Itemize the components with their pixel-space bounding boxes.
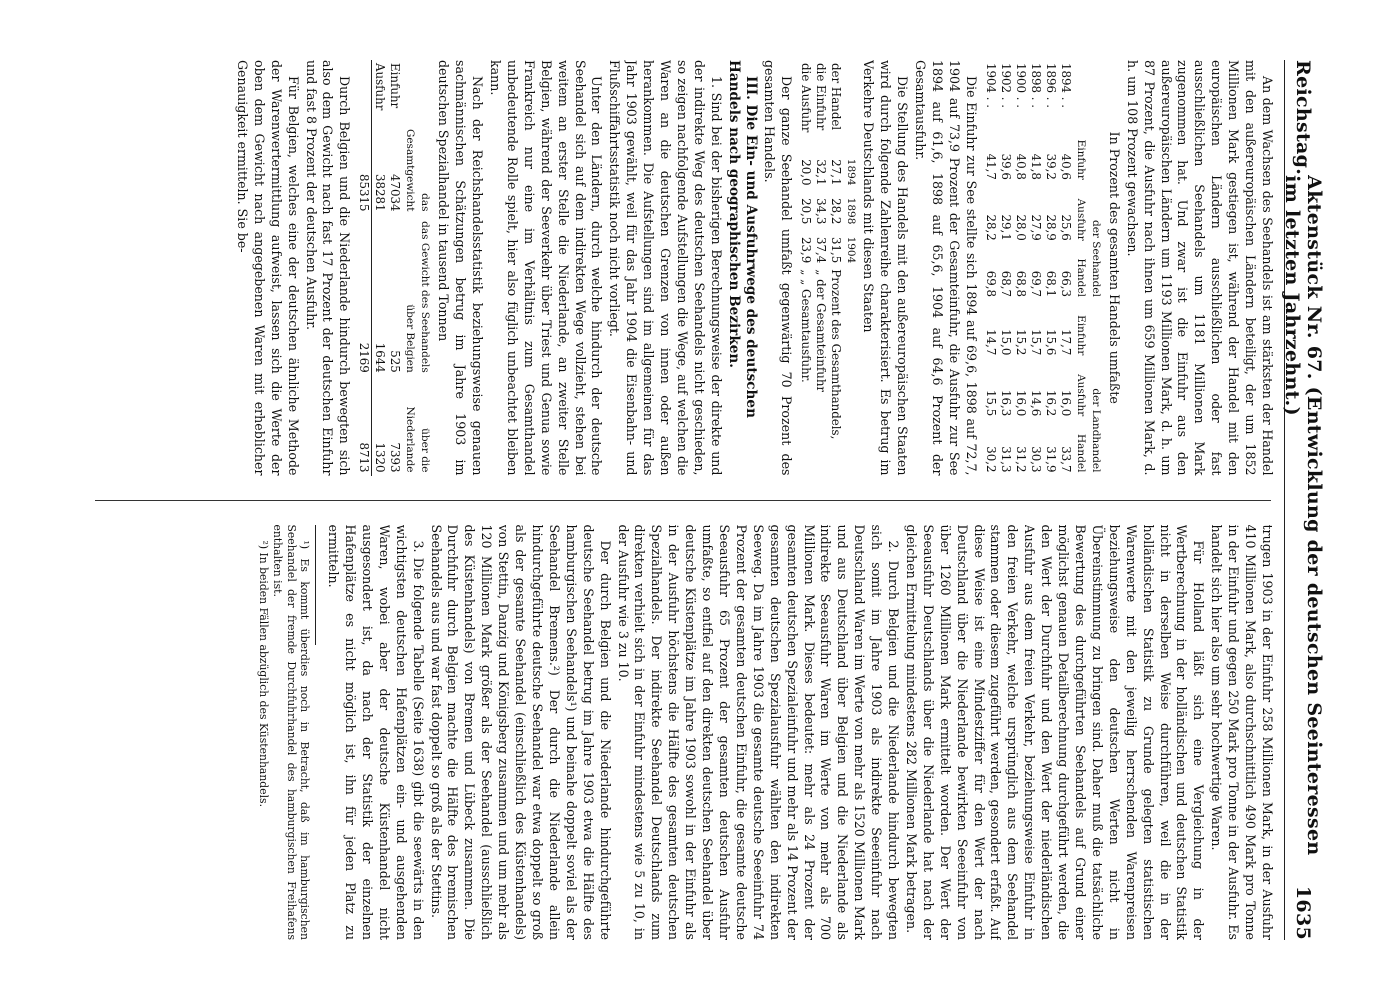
table-cell: 525 [388, 350, 403, 373]
column-header: Einfuhr [1074, 139, 1087, 180]
table-cell: 68,8 [1013, 270, 1028, 297]
table-cell: 7393 [388, 442, 403, 473]
table-row [1043, 60, 1058, 476]
table-cell: 85315 [356, 113, 372, 214]
row-label: Ausfuhr [373, 63, 388, 111]
table-cell: 30,3 [1028, 446, 1043, 473]
table-cell: 15,6 [1043, 329, 1058, 356]
table-cell: 41,7 [983, 153, 998, 180]
table-cell: 41,8 [1028, 153, 1043, 180]
footnote-rule [315, 525, 316, 645]
table-cell: 1320 [373, 442, 388, 473]
table-row [983, 60, 998, 476]
row-label: 1900 . . [1013, 63, 1028, 109]
column-header: das Gesamtgewicht [404, 128, 432, 212]
table-cell: 31,3 [998, 446, 1013, 473]
row-label: 1896 . . [1043, 63, 1058, 109]
column-header: über die Niederlande [404, 406, 432, 473]
paragraph: 3. Die folgende Tabelle (Seite 1638) gibt die seewärts in den wichtigsten deutschen Hafenplätzen ein- und ausgehenden Waren, wobei aber der deutsche Küstenhandel nicht ausgesondert ist, da nach der Statistik der einzelnen Hafenplätze es nicht möglich ist, ihn für jeden Platz zu ermitteln. [326, 524, 426, 940]
table-cell: 1644 [373, 342, 388, 373]
table-cell: 31,5 [828, 237, 843, 264]
table-cell: 28,2 [828, 198, 843, 225]
table-cell: 28,0 [1013, 214, 1028, 241]
table-cell: 25,6 [1058, 214, 1073, 241]
table-cell: 16,3 [998, 389, 1013, 417]
text-columns [95, 60, 1275, 940]
tonnage-table [356, 60, 432, 476]
table-cell: 32,1 [813, 159, 828, 186]
row-note: „ „ Gesamtausfuhr. [798, 269, 813, 383]
table-cell: 68,7 [998, 270, 1013, 297]
overseas-table [798, 60, 858, 476]
page-number: 1635 [1292, 885, 1314, 940]
header-title: Aktenstück Nr. 67. (Entwicklung der deutschen Seeinteressen im letzten Jahrzehnt.) [1281, 175, 1325, 856]
table-cell: 38281 [373, 174, 388, 212]
paragraph: Unter den Ländern, durch welche hindurch der deutsche Seehandel sich auf dem indirekten Wege vollzieht, stehen bei weitem an erster Stelle die Niederlande, an zweiter Stelle Belgien, während der Seeverkehr über Triest und Genua sowie Frankreich nur eine im Verhältnis zum Gesamthandel unbedeutende Rolle spielt, hier also füglich unbeachtet bleiben kann. [488, 60, 605, 476]
row-label: die Einfuhr [813, 63, 828, 131]
paragraph: Für Holland läßt sich eine Vergleichung in der Wertberechnung in der holländischen und deutschen Statistik nicht in derselben Weise durchführen, weil die in der holländischen Statistik zu Grunde gelegten statistischen Warenwerte mit den jeweilig herrschenden Warenpreisen beziehungsweise den deutschen Werten nicht in Übereinstimmung zu bringen sind. Daher muß die tatsächliche Bewertung des durchgeführten Seehandels auf Grund einer möglichst genauen Detailberechnung durchgeführt werden, die den Wert der Durchfuhr und den Wert der niederländischen Ausfuhr aus dem freien Verkehr, beziehungsweise Einfuhr in den freien Verkehr, welche ursprünglich aus dem Seehandel stammen oder diesem zugeführt werden, gesondert erfaßt. Auf diese Weise ist eine Mindestziffer für den Wert der nach Deutschland über die Niederlande bewirkten Seeeinfuhr von über 1260 Millionen Mark ermittelt worden. Der Wert der Seeausfuhr Deutschlands über die Niederlande hat nach der gleichen Ermittelung mindestens 282 Millionen Mark betragen. [903, 524, 1207, 940]
paragraph: Der ganze Seehandel umfaßt gegenwärtig 70 Prozent des gesamten Handels. [761, 60, 794, 476]
table-group-header: der Seehandel [1089, 219, 1102, 297]
table-cell: 69,7 [1028, 270, 1043, 297]
table-cell: 40,6 [1058, 153, 1073, 180]
column-divider [95, 500, 1271, 501]
column-header: Ausfuhr [1074, 374, 1087, 417]
row-note: Prozent des Gesamthandels, [828, 269, 843, 440]
table-cell: 37,4 [813, 237, 828, 264]
table-caption: In Prozent des gesamten Handels umfaßte [1106, 131, 1122, 404]
table-cell: 8713 [356, 376, 372, 476]
table-cell: 31,2 [1013, 446, 1028, 473]
column-header: 1894 [844, 158, 857, 186]
column-left [95, 60, 1275, 476]
table-cell: 16,0 [1013, 389, 1028, 417]
column-header: Einfuhr [1074, 315, 1087, 356]
table-cell: 31,9 [1043, 446, 1058, 473]
table-cell: 15,7 [1028, 329, 1043, 356]
section-heading: III. Die Ein- und Ausfuhrwege des deutschen Handels nach geographischen Bezirken. [725, 60, 759, 418]
row-label: 1894 . . [1058, 63, 1073, 109]
table-cell: 15,0 [998, 329, 1013, 356]
row-note: „ der Gesamteinfuhr [813, 269, 828, 393]
footnote: ¹) Es kommt überdies noch in Betracht, daß im hamburgischen Seehandel der fremde Durchfuhrhandel des hamburgischen Freihafens enthalten ist. [271, 524, 312, 940]
paragraph: 1. Sind bei der bisherigen Berechnungsweise der direkte und der indirekte Weg des deutschen Seehandels nicht geschieden, so zeigen nachfolgende Aufstellungen die Wege, auf welchen die Waren an die deutschen Grenzen von innen oder außen herankommen. Die Aufstellungen sind im allgemeinen für das Jahr 1903 gewählt, weil für das Jahr 1904 die Eisenbahn- und Flußschiffahrtsstatistik noch nicht vorliegt. [607, 60, 724, 476]
paragraph: 2. Durch Belgien und die Niederlande hindurch bewegten sich somit im Jahre 1903 als indirekte Seeeinfuhr nach Deutschland Waren im Werte von mehr als 1520 Millionen Mark und aus Deutschland über Belgien und die Niederlande als indirekte Seeausfuhr Waren im Werte von mehr als 700 Millionen Mark. Dieses bedeutet: mehr als 24 Prozent der gesamten deutschen Spezialeinfuhr und mehr als 14 Prozent der gesamten deutschen Spezialausfuhr wählten den indirekten Seeweg. Da im Jahre 1903 die gesamte deutsche Seeeinfuhr 74 Prozent der gesamten deutschen Einfuhr, die gesamte deutsche Seeausfuhr 65 Prozent der gesamten deutschen Ausfuhr umfaßte, so entfiel auf den direkten deutschen Seehandel über deutsche Küstenplätze im Jahre 1903 sowohl in der Einfuhr als in der Ausfuhr höchstens die Hälfte des gesamten deutschen Spezialhandels. Der indirekte Seehandel Deutschlands zum direkten verhielt sich in der Einfuhr mindestens wie 5 zu 10, in der Ausfuhr wie 3 zu 10. [615, 524, 902, 940]
row-label: Einfuhr [388, 63, 403, 109]
table-cell: 16,2 [1043, 389, 1058, 417]
table-row [1058, 60, 1073, 476]
table-cell: 33,7 [1058, 446, 1073, 473]
table-cell: 28,9 [1043, 214, 1058, 241]
table-row [813, 60, 828, 476]
table-row [798, 60, 813, 476]
table-cell: 27,1 [828, 159, 843, 186]
table-cell: 27,9 [1028, 214, 1043, 241]
table-cell: 39,6 [998, 153, 1013, 180]
table-cell: 23,9 [798, 237, 813, 264]
table-cell: 66,3 [1058, 270, 1073, 297]
table-cell: 34,3 [813, 198, 828, 225]
paragraph: Die Stellung des Handels mit den außereuropäischen Staaten wird durch folgende Zahlenreihe charakterisiert. Es betrug im Verkehre Deutschlands mit diesen Staaten [861, 60, 911, 476]
table-row [372, 60, 388, 476]
column-header: Ausfuhr [1074, 198, 1087, 241]
row-label: 1904 . . [983, 63, 998, 109]
column-right [95, 525, 1275, 941]
paragraph: Nach der Reichshandelsstatistik beziehungsweise genauen sachmännischen Schätzungen betrug im Jahre 1903 im deutschen Spezialhandel in tausend Tonnen [436, 60, 486, 476]
table-row [828, 60, 843, 476]
table-cell: 20,5 [798, 198, 813, 225]
column-header: Handel [1074, 258, 1087, 297]
column-header: 1898 [844, 197, 857, 225]
footnote: ²) In beiden Fällen abzüglich des Küstenhandels. [256, 540, 270, 808]
column-header: Handel [1074, 434, 1087, 473]
table-cell: 29,1 [998, 214, 1013, 241]
table-cell: 28,2 [983, 214, 998, 241]
row-label: die Ausfuhr [798, 63, 813, 133]
table-row [1013, 60, 1028, 476]
table-sum-row [356, 60, 372, 476]
table-cell: 30,2 [983, 446, 998, 473]
column-header: das Gewicht des Seehandels über Belgien [404, 221, 432, 373]
table-cell: 68,1 [1043, 270, 1058, 297]
running-header [1281, 60, 1325, 940]
paragraph: trugen 1903 in der Einfuhr 258 Millionen Mark, in der Ausfuhr 410 Millionen Mark, also durchschnittlich 490 Mark pro Tonne in der Einfuhr und gegen 250 Mark pro Tonne in der Ausfuhr. Es handelt sich hier also um sehr hochwertige Waren. [1209, 524, 1275, 940]
table-cell: 14,7 [983, 329, 998, 356]
table-cell: 20,0 [798, 159, 813, 186]
table-group-header: der Landhandel [1089, 388, 1102, 473]
table-cell: 15,2 [1013, 329, 1028, 356]
table-header-row [402, 60, 432, 476]
table-header-row [1073, 60, 1088, 476]
paragraph: Der durch Belgien und die Niederlande hindurchgeführte deutsche Seehandel betrug im Jahre 1903 etwa die Hälfte des hamburgischen Seehandels¹) und beinahe doppelt soviel als der Seehandel Bremens.²) Der durch die Niederlande allein hindurchgeführte deutsche Seehandel war etwa doppelt so groß als der gesamte Seehandel (einschließlich des Küstenhandels) von Stettin, Danzig und Königsberg zusammen und um mehr als 120 Millionen Mark größer als der Seehandel (ausschließlich des Küstenhandels) von Bremen und Lübeck zusammen. Die Durchfuhr durch Belgien machte die Hälfte des bremischen Seehandels aus und war fast doppelt so groß als der Stettins. [428, 524, 613, 940]
row-label: 1898 . . [1028, 63, 1043, 109]
paragraph: Für Belgien, welches eine der deutschen ähnliche Methode der Warenwertermittlung aufweist, lassen sich die Werte der oben dem Gewicht nach angegebenen Waren mit erheblicher Genauigkeit ermitteln. Sie be- [234, 60, 301, 476]
table-cell: 2169 [356, 215, 372, 376]
header-left: Reichstag. [1292, 60, 1314, 176]
table-cell: 17,7 [1058, 329, 1073, 356]
table-cell: 39,2 [1043, 153, 1058, 180]
paragraph: An dem Wachsen des Seehandels ist am stärksten der Handel mit den außereuropäischen Ländern beteiligt, der um 1852 Millionen Mark gestiegen ist, während der Handel mit den europäischen Ländern ausschließlichen oder fast ausschließlichen Seehandels um 1181 Millionen Mark zugenommen hat. Und zwar ist die Einfuhr aus den außereuropäischen Ländern um 1193 Millionen Mark, d. h. um 87 Prozent, die Ausfuhr nach ihnen um 659 Millionen Mark, d. h. um 108 Prozent gewachsen. [1124, 60, 1275, 476]
paragraph: Durch Belgien und die Niederlande hindurch bewegten sich also dem Gewicht nach fast 17 Prozent der deutschen Einfuhr und fast 8 Prozent der deutschen Ausfuhr. [303, 60, 353, 476]
row-label: der Handel [828, 63, 843, 131]
page-content [91, 60, 1325, 940]
table-header-row [843, 60, 858, 476]
table-row [387, 60, 402, 476]
row-label: 1902 . . [998, 63, 1013, 109]
share-table [983, 60, 1103, 476]
paragraph: Die Einfuhr zur See stellte sich 1894 auf 69,6, 1898 auf 72,7, 1904 auf 73,9 Prozent der Gesamteinfuhr, die Ausfuhr zur See 1894 auf 61,6, 1898 auf 65,6, 1904 auf 64,6 Prozent der Gesamtausfuhr. [913, 60, 979, 476]
table-cell: 40,8 [1013, 153, 1028, 180]
table-cell: 69,8 [983, 270, 998, 297]
column-header: 1904 [844, 236, 857, 264]
table-cell: 15,5 [983, 389, 998, 417]
table-cell: 14,6 [1028, 389, 1043, 417]
table-cell: 16,0 [1058, 389, 1073, 417]
table-row [1028, 60, 1043, 476]
table-row [998, 60, 1013, 476]
table-cell: 47034 [388, 174, 403, 212]
